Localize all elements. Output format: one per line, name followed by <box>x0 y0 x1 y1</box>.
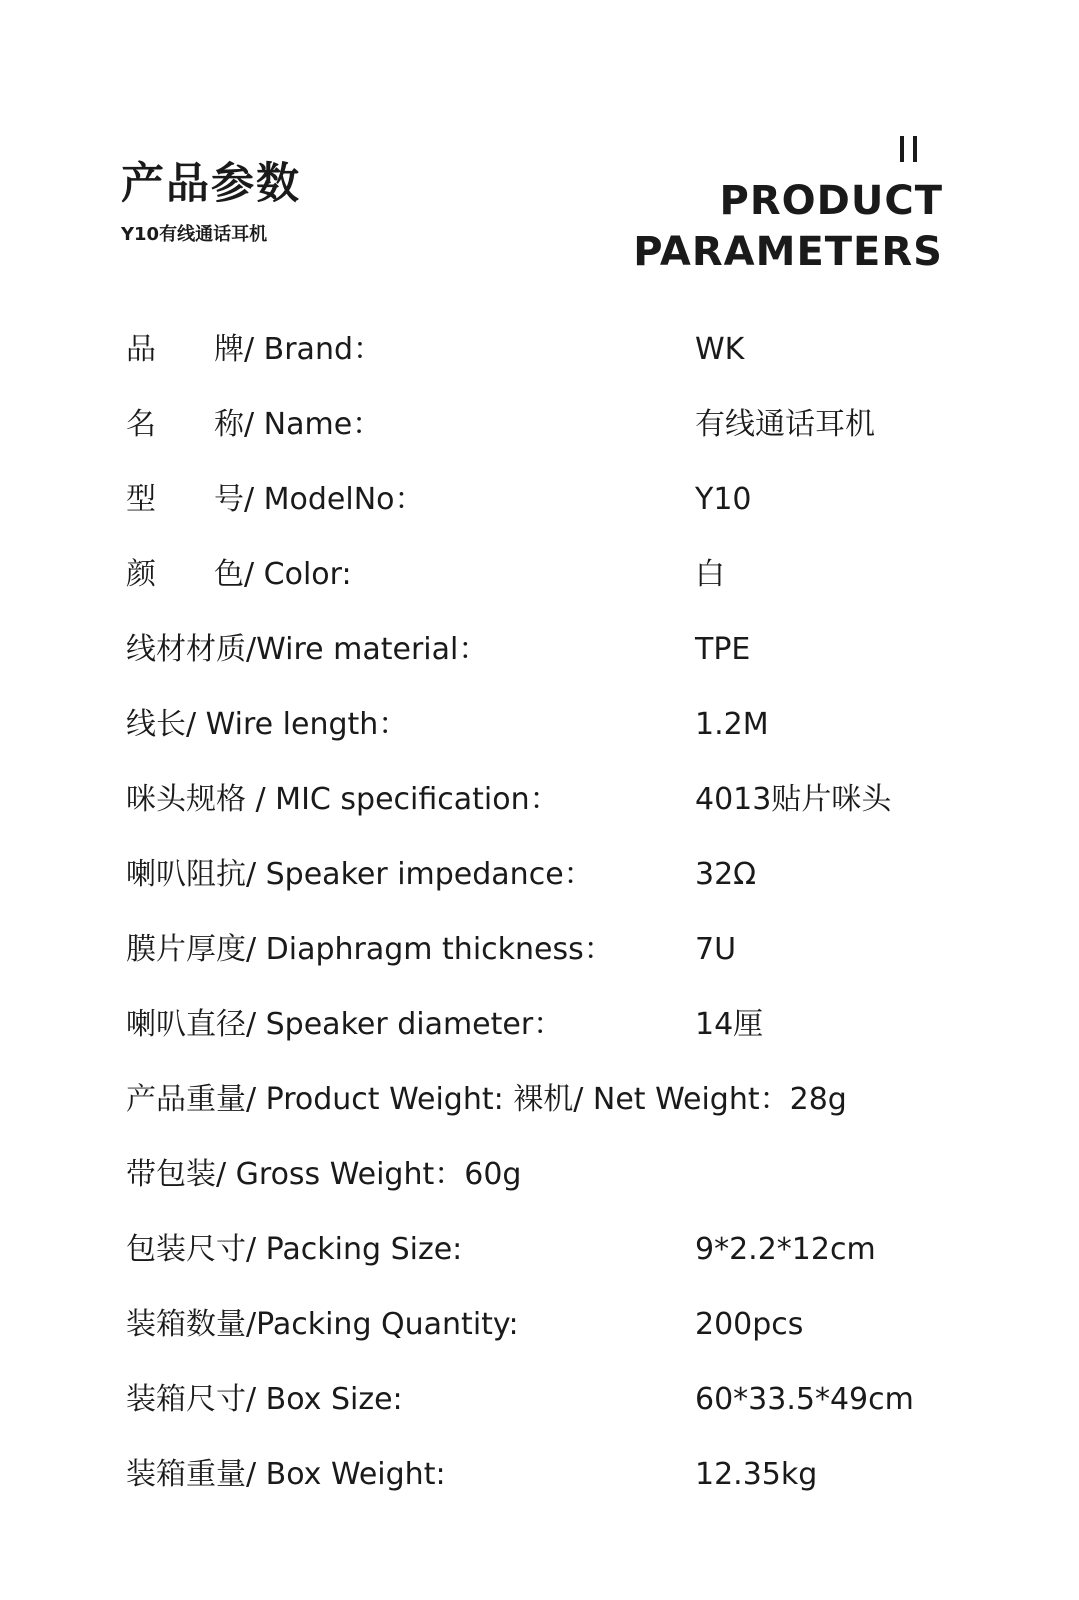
title-en-line-2: PARAMETERS <box>633 229 943 275</box>
spec-row-name <box>0 395 1079 455</box>
spec-row-packing-size <box>0 1220 1079 1280</box>
spec-row-wire-length <box>0 695 1079 755</box>
spec-value: 白 <box>695 557 725 592</box>
product-subtitle: Y10有线通话耳机 <box>121 224 268 245</box>
spec-value: TPE <box>695 632 751 667</box>
spec-value: 1.2M <box>695 707 769 742</box>
spec-row-packing-quantity <box>0 1295 1079 1355</box>
spec-label <box>126 470 425 530</box>
spec-label <box>126 320 383 380</box>
pause-mark-icon <box>898 136 920 162</box>
spec-text: 产品重量/ Product Weight: 裸机/ Net Weight：28g <box>126 1082 847 1117</box>
spec-label <box>126 545 352 605</box>
spec-value: 9*2.2*12cm <box>695 1232 876 1267</box>
spec-row-box-size <box>0 1370 1079 1430</box>
spec-value: 12.35kg <box>695 1457 818 1492</box>
spec-label <box>126 395 382 455</box>
spec-value: 200pcs <box>695 1307 804 1342</box>
spec-label-char: 颜 <box>126 557 156 592</box>
spec-text: 带包装/ Gross Weight：60g <box>126 1157 522 1192</box>
spec-row-wire-material <box>0 620 1079 680</box>
spec-label-rest: 色/ Color: <box>214 557 352 592</box>
spec-value: 14厘 <box>695 1007 764 1042</box>
spec-row-model <box>0 470 1079 530</box>
spec-row-box-weight <box>0 1445 1079 1505</box>
spec-value: 32Ω <box>695 857 757 892</box>
page-title-en <box>523 176 943 278</box>
spec-label: 膜片厚度/ Diaphragm thickness： <box>126 932 614 967</box>
spec-row-mic <box>0 770 1079 830</box>
spec-row-diaphragm <box>0 920 1079 980</box>
page-title-cn: 产品参数 <box>121 159 301 209</box>
spec-label-rest: 牌/ Brand： <box>214 332 383 367</box>
spec-label-rest: 称/ Name： <box>214 407 383 442</box>
spec-label-rest: 号/ ModelNo： <box>214 482 425 517</box>
spec-label: 线材材质/Wire material： <box>126 632 489 667</box>
spec-label: 咪头规格 / MIC specification： <box>126 782 560 817</box>
spec-row-impedance <box>0 845 1079 905</box>
spec-label: 喇叭阻抗/ Speaker impedance： <box>126 857 594 892</box>
spec-row-speaker-diameter <box>0 995 1079 1055</box>
spec-label-char: 品 <box>126 332 156 367</box>
spec-label: 装箱重量/ Box Weight: <box>126 1457 446 1492</box>
spec-row-gross-weight <box>0 1145 1079 1205</box>
spec-label: 装箱尺寸/ Box Size: <box>126 1382 403 1417</box>
spec-value: 60*33.5*49cm <box>695 1382 914 1417</box>
spec-row-color <box>0 545 1079 605</box>
spec-label: 包装尺寸/ Packing Size: <box>126 1232 463 1267</box>
spec-row-product-weight <box>0 1070 1079 1130</box>
spec-label: 线长/ Wire length： <box>126 707 409 742</box>
spec-label-char: 名 <box>126 407 156 442</box>
spec-value: WK <box>695 332 745 367</box>
spec-label: 装箱数量/Packing Quantity: <box>126 1307 519 1342</box>
spec-value: 有线通话耳机 <box>695 407 875 442</box>
spec-label: 喇叭直径/ Speaker diameter： <box>126 1007 564 1042</box>
title-en-line-1: PRODUCT <box>719 178 943 224</box>
spec-row-brand <box>0 320 1079 380</box>
spec-value: 7U <box>695 932 737 967</box>
spec-label-char: 型 <box>126 482 156 517</box>
spec-value: Y10 <box>695 482 752 517</box>
spec-value: 4013贴片咪头 <box>695 782 892 817</box>
